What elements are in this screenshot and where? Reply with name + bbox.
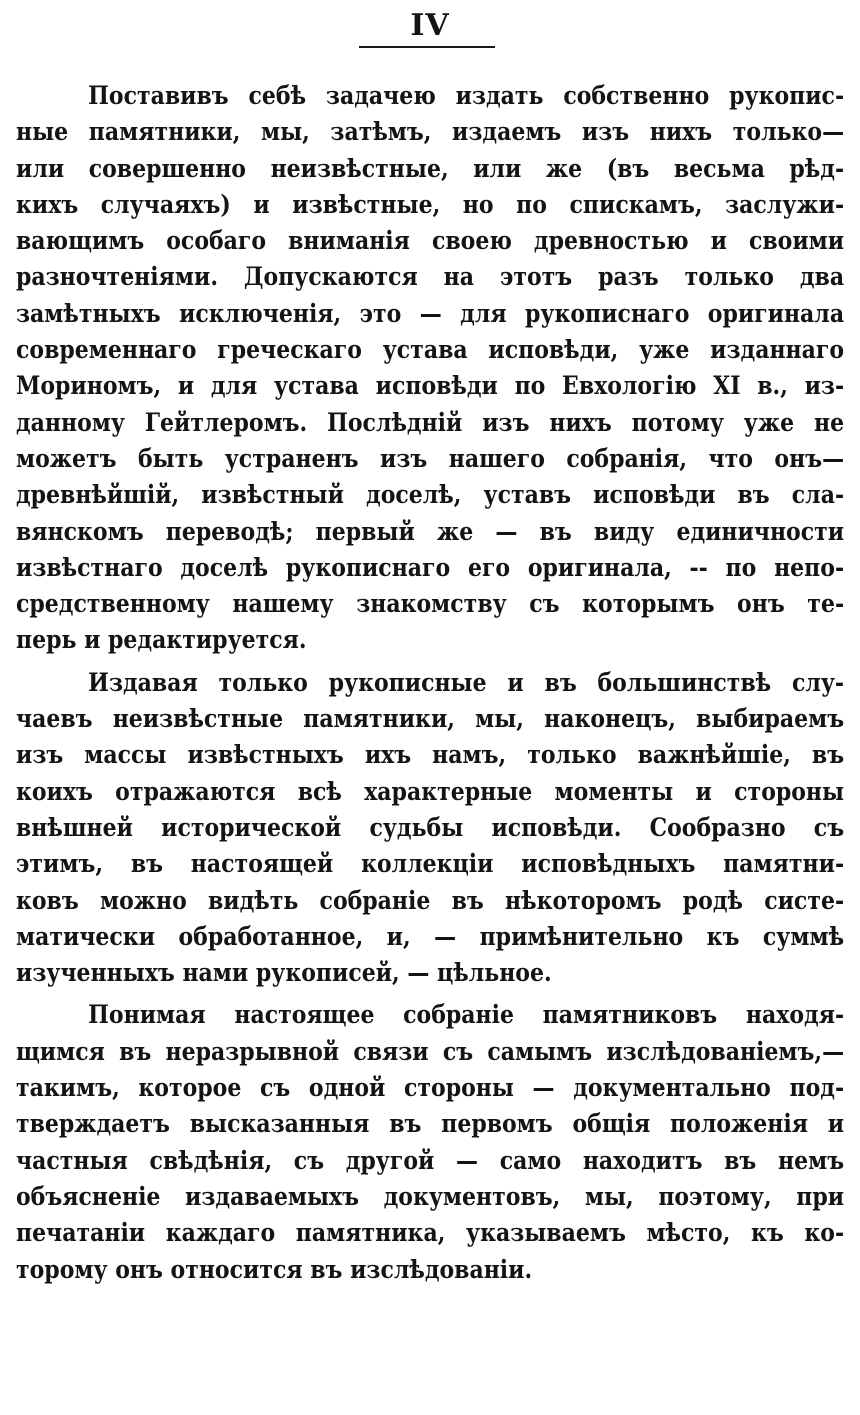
- book-page: [16, 0, 844, 1415]
- text-line: такимъ, которое съ одной стороны — документально под-: [16, 1073, 845, 1103]
- text-line: частныя свѣдѣнія, съ другой — само находитъ въ немъ: [16, 1145, 845, 1175]
- text-line: Поставивъ себѣ задачею издать собственно рукопис-: [88, 81, 845, 110]
- text-line: объясненіе издаваемыхъ документовъ, мы, поэтому, при: [16, 1181, 845, 1211]
- text-line: изученныхъ нами рукописей, — цѣльное.: [16, 958, 552, 988]
- text-line: вающимъ особаго вниманія своею древностью и своими: [16, 226, 845, 256]
- text-line: коихъ отражаются всѣ характерные моменты и стороны: [16, 776, 845, 806]
- text-line: этимъ, въ настоящей коллекціи исповѣдныхъ памятни-: [16, 849, 845, 879]
- text-line: Издавая только рукописные и въ большинствѣ слу-: [88, 667, 845, 697]
- text-line: тверждаетъ высказанныя въ первомъ общія положенія и: [16, 1109, 845, 1139]
- text-line: средственному нашему знакомству съ которымъ онъ те-: [16, 589, 845, 619]
- text-line: матически обработанное, и, — примѣнительно къ суммѣ: [16, 921, 845, 951]
- text-line: извѣстнаго доселѣ рукописнаго его оригинала, -- по непо-: [16, 552, 845, 582]
- paragraph: [16, 78, 844, 659]
- text-line: разночтеніями. Допускаются на этотъ разъ только два: [16, 262, 845, 292]
- text-line: можетъ быть устраненъ изъ нашего собранія, что онъ—: [16, 443, 845, 473]
- text-line: щимся въ неразрывной связи съ самымъ изслѣдованіемъ,—: [16, 1036, 845, 1066]
- paragraph: [16, 997, 844, 1287]
- text-line: древнѣйшій, извѣстный доселѣ, уставъ исповѣди въ сла-: [16, 480, 845, 510]
- text-line: замѣтныхъ исключенія, это — для рукописнаго оригинала: [16, 298, 845, 328]
- paragraph: [16, 665, 844, 992]
- text-line: Мориномъ, и для устава исповѣди по Евхологію XI в., из-: [16, 371, 845, 401]
- text-line: перь и редактируется.: [16, 625, 307, 655]
- text-line: вянскомъ переводѣ; первый же — въ виду единичности: [16, 516, 845, 546]
- text-line: ные памятники, мы, затѣмъ, издаемъ изъ нихъ только—: [16, 117, 845, 147]
- text-line: ковъ можно видѣть собраніе въ нѣкоторомъ родѣ систе-: [16, 885, 845, 915]
- text-line: внѣшней исторической судьбы исповѣди. Сообразно съ: [16, 812, 845, 842]
- text-line: торому онъ относится въ изслѣдованіи.: [16, 1254, 533, 1284]
- page-number: IV: [410, 8, 450, 43]
- text-line: или совершенно неизвѣстные, или же (въ весьма рѣд-: [16, 153, 845, 183]
- text-line: Понимая настоящее собраніе памятниковъ находя-: [88, 1000, 845, 1030]
- text-line: кихъ случаяхъ) и извѣстные, но по спискамъ, заслужи-: [16, 189, 845, 219]
- body-text: [16, 78, 844, 1294]
- text-line: современнаго греческаго устава исповѣди, уже изданнаго: [16, 335, 845, 365]
- page-header: [16, 8, 844, 44]
- text-line: данному Гейтлеромъ. Послѣдній изъ нихъ потому уже не: [16, 407, 845, 437]
- header-rule: [359, 46, 495, 48]
- text-line: изъ массы извѣстныхъ ихъ намъ, только важнѣйшіе, въ: [16, 740, 845, 770]
- text-line: чаевъ неизвѣстные памятники, мы, наконецъ, выбираемъ: [16, 704, 845, 734]
- text-line: печатаніи каждаго памятника, указываемъ мѣсто, къ ко-: [16, 1218, 845, 1248]
